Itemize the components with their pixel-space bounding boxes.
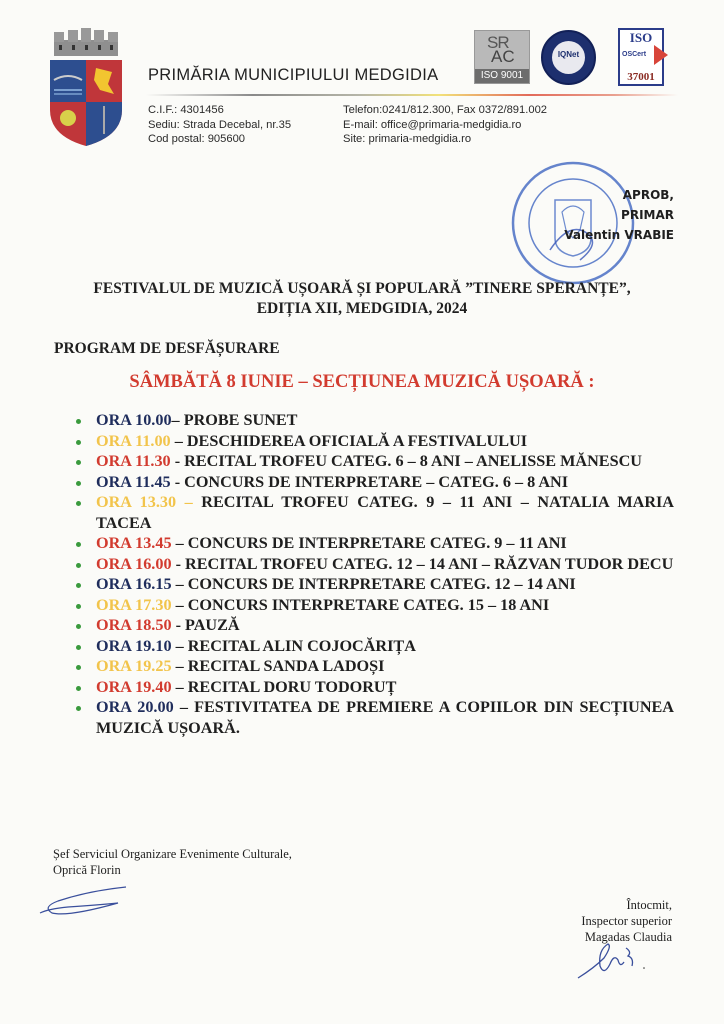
schedule-time: ORA 19.10 <box>96 636 172 655</box>
schedule-time: ORA 11.00 <box>96 431 171 450</box>
oscert-number-text: 37001 <box>627 71 655 83</box>
schedule-activity: - PAUZĂ <box>171 616 240 634</box>
bullet-icon <box>76 440 81 445</box>
schedule-time: ORA 10.00 <box>96 411 172 429</box>
schedule-activity: RECITAL TROFEU CATEG. 9 – 11 ANI – NATALIA MARIA TACEA <box>96 493 674 532</box>
schedule-activity: – CONCURS DE INTERPRETARE CATEG. 12 – 14 ANI <box>171 575 576 593</box>
schedule-activity: - RECITAL TROFEU CATEG. 6 – 8 ANI – ANELISSE MĂNESCU <box>170 452 642 470</box>
schedule-item <box>76 492 674 533</box>
phone-text: Telefon:0241/812.300, Fax 0372/891.002 <box>343 104 548 116</box>
schedule-item <box>76 451 674 472</box>
footer-signatory-left <box>53 846 292 878</box>
arrow-icon <box>654 45 668 65</box>
bullet-icon <box>76 419 81 424</box>
schedule-time: ORA 13.45 <box>96 534 172 552</box>
contact-info-right <box>343 103 547 147</box>
schedule-item <box>76 615 674 636</box>
schedule-item <box>76 677 674 698</box>
schedule-time: ORA 13.30 – <box>96 493 193 511</box>
approval-block <box>564 185 674 245</box>
approval-name: Valentin VRABIE <box>564 228 674 242</box>
schedule-list <box>76 410 674 738</box>
srac-iso9001-logo <box>474 30 530 84</box>
inspector-title: Inspector superior <box>581 914 672 928</box>
iqnet-logo <box>541 30 596 85</box>
postal-code-text: Cod postal: 905600 <box>148 133 246 145</box>
schedule-item <box>76 472 674 493</box>
section-heading: SÂMBĂTĂ 8 IUNIE – SECȚIUNEA MUZICĂ UȘOARĂ : <box>129 372 595 392</box>
schedule-activity: - RECITAL TROFEU CATEG. 12 – 14 ANI – RĂZVAN TUDOR DECU <box>171 554 674 573</box>
bullet-icon <box>76 501 81 506</box>
schedule-time: ORA 20.00 <box>96 698 174 716</box>
bullet-icon <box>76 542 81 547</box>
department-title: Șef Serviciul Organizare Evenimente Culturale, <box>53 847 292 861</box>
festival-edition: EDIȚIA XII, MEDGIDIA, 2024 <box>256 300 468 317</box>
approval-role: PRIMAR <box>621 208 674 222</box>
contact-info-left <box>148 103 291 147</box>
srac-middle-text: AC <box>491 47 515 66</box>
schedule-item <box>76 656 674 677</box>
schedule-time: ORA 16.15 <box>96 575 172 593</box>
inspector-name: Magadas Claudia <box>584 930 672 944</box>
header-divider <box>146 94 678 96</box>
schedule-item <box>76 574 674 595</box>
department-head-name: Oprică Florin <box>53 863 121 877</box>
schedule-activity: – CONCURS DE INTERPRETARE CATEG. 9 – 11 ANI <box>171 534 567 552</box>
signature-left-icon <box>38 883 138 919</box>
iqnet-text: IQNet <box>557 50 580 59</box>
oscert-name-text: OSCert <box>622 51 647 58</box>
approval-label: APROB, <box>622 188 674 202</box>
schedule-activity: – FESTIVITATEA DE PREMIERE A COPIILOR DIN SECȚIUNEA MUZICĂ UȘOARĂ. <box>96 698 674 737</box>
srac-top-text: SR <box>487 33 509 52</box>
oscert-iso-text: ISO <box>629 30 653 45</box>
schedule-activity: – RECITAL SANDA LADOȘI <box>171 657 385 675</box>
coat-of-arms-logo <box>46 28 126 146</box>
schedule-item <box>76 595 674 616</box>
bullet-icon <box>76 460 81 465</box>
schedule-item <box>76 554 674 575</box>
prepared-by-label: Întocmit, <box>626 898 672 912</box>
address-text: Sediu: Strada Decebal, nr.35 <box>148 118 292 131</box>
schedule-time: ORA 19.25 <box>96 657 172 675</box>
schedule-item <box>76 636 674 657</box>
schedule-activity: – RECITAL DORU TODORUȚ <box>171 677 397 696</box>
schedule-activity: – PROBE SUNET <box>171 411 298 429</box>
schedule-time: ORA 18.50 <box>96 616 172 634</box>
schedule-time: ORA 11.30 <box>96 452 171 470</box>
shield-icon <box>50 60 122 146</box>
schedule-time: ORA 11.45 <box>96 472 171 491</box>
schedule-time: ORA 16.00 <box>96 554 172 573</box>
schedule-item <box>76 697 674 738</box>
castle-crown-icon <box>54 28 118 56</box>
oscert-iso37001-logo <box>618 28 664 86</box>
signature-right-icon <box>574 938 654 982</box>
bullet-icon <box>76 583 81 588</box>
schedule-activity: – RECITAL ALIN COJOCĂRIȚA <box>171 636 416 655</box>
schedule-item <box>76 533 674 554</box>
institution-name: PRIMĂRIA MUNICIPIULUI MEDGIDIA <box>148 66 439 84</box>
bullet-icon <box>76 706 81 711</box>
website-text: Site: primaria-medgidia.ro <box>343 133 472 145</box>
schedule-activity: - CONCURS DE INTERPRETARE – CATEG. 6 – 8 ANI <box>170 472 569 491</box>
srac-iso-text: ISO 9001 <box>475 69 529 83</box>
schedule-time: ORA 19.40 <box>96 677 172 696</box>
email-text: E-mail: office@primaria-medgidia.ro <box>343 118 522 131</box>
schedule-activity: – DESCHIDEREA OFICIALĂ A FESTIVALULUI <box>170 431 528 450</box>
bullet-icon <box>76 563 81 568</box>
schedule-item <box>76 410 674 431</box>
bullet-icon <box>76 604 81 609</box>
bullet-icon <box>76 645 81 650</box>
bullet-icon <box>76 686 81 691</box>
cif-text: C.I.F.: 4301456 <box>148 104 224 116</box>
bullet-icon <box>76 665 81 670</box>
schedule-time: ORA 17.30 <box>96 595 172 614</box>
schedule-activity: – CONCURS INTERPRETARE CATEG. 15 – 18 ANI <box>171 595 550 614</box>
bullet-icon <box>76 481 81 486</box>
program-heading: PROGRAM DE DESFĂȘURARE <box>54 340 280 357</box>
festival-title: FESTIVALUL DE MUZICĂ UȘOARĂ ȘI POPULARĂ ”TINERE SPERANȚE”, <box>93 280 631 297</box>
bullet-icon <box>76 624 81 629</box>
schedule-item <box>76 431 674 452</box>
